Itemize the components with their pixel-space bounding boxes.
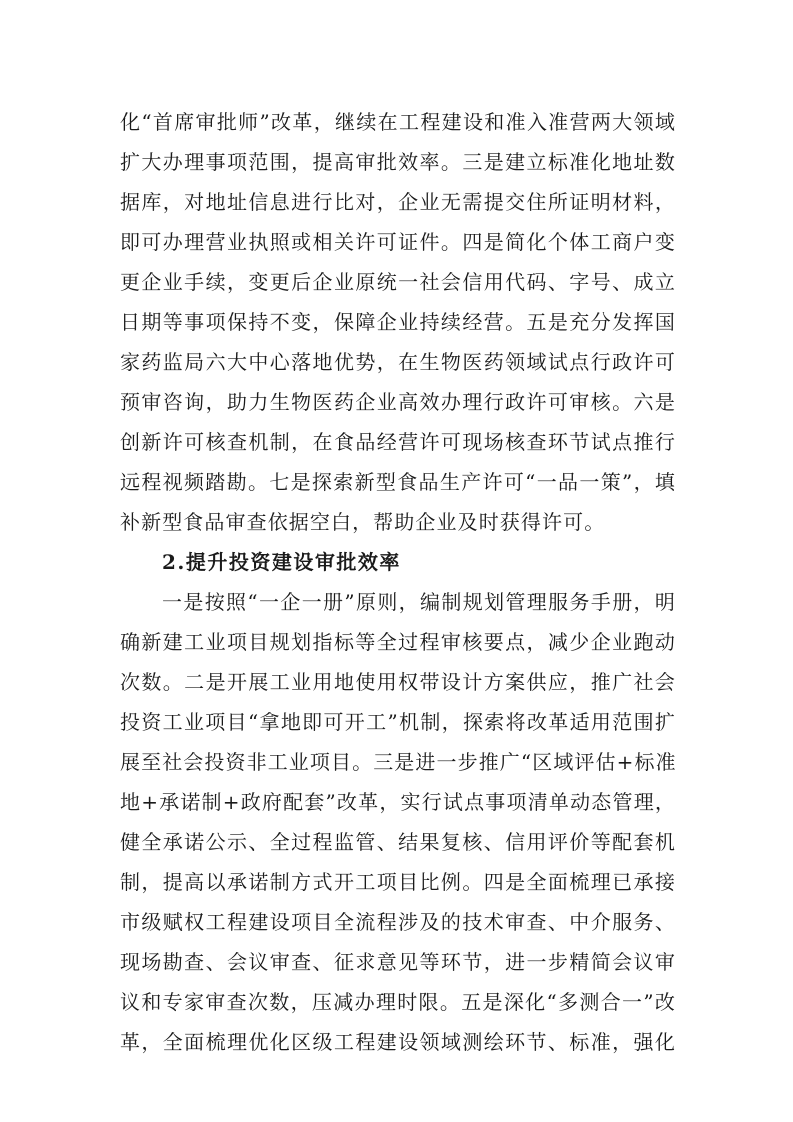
text-line: 市级赋权工程建设项目全流程涉及的技术审查、中介服务、 <box>120 910 676 934</box>
document-page <box>120 102 676 1062</box>
text-line: 投资工业项目“拿地即可开工”机制，探索将改革适用范围扩 <box>120 710 676 734</box>
text-line: 确新建工业项目规划指标等全过程审核要点，减少企业跑动 <box>120 630 676 654</box>
text-line: 一是按照“一企一册”原则，编制规划管理服务手册，明 <box>162 590 676 614</box>
text-line: 更企业手续，变更后企业原统一社会信用代码、字号、成立 <box>120 270 676 294</box>
text-line: 扩大办理事项范围，提高审批效率。三是建立标准化地址数 <box>120 150 676 174</box>
text-line: 预审咨询，助力生物医药企业高效办理行政许可审核。六是 <box>120 390 676 414</box>
paragraph-investment-construction <box>120 582 676 1062</box>
text-line: 据库，对地址信息进行比对，企业无需提交住所证明材料， <box>120 190 676 214</box>
text-line: 化“首席审批师”改革，继续在工程建设和准入准营两大领域 <box>120 110 676 134</box>
text-line: 地+承诺制+政府配套”改革，实行试点事项清单动态管理， <box>120 790 676 814</box>
text-line: 健全承诺公示、全过程监管、结果复核、信用评价等配套机 <box>120 830 676 854</box>
section-heading: 2.提升投资建设审批效率 <box>162 550 401 574</box>
text-line: 家药监局六大中心落地优势，在生物医药领域试点行政许可 <box>120 350 676 374</box>
text-line: 展至社会投资非工业项目。三是进一步推广“区域评估+标准 <box>120 750 677 774</box>
text-line: 补新型食品审查依据空白，帮助企业及时获得许可。 <box>120 510 606 534</box>
paragraph-approval-reform <box>120 102 676 542</box>
text-line: 制，提高以承诺制方式开工项目比例。四是全面梳理已承接 <box>120 870 676 894</box>
text-line: 现场勘查、会议审查、征求意见等环节，进一步精简会议审 <box>120 950 676 974</box>
text-line: 远程视频踏勘。七是探索新型食品生产许可“一品一策”，填 <box>120 470 676 494</box>
text-line: 日期等事项保持不变，保障企业持续经营。五是充分发挥国 <box>120 310 676 334</box>
text-line: 即可办理营业执照或相关许可证件。四是简化个体工商户变 <box>120 230 676 254</box>
text-line: 创新许可核查机制，在食品经营许可现场核查环节试点推行 <box>120 430 676 454</box>
text-line: 次数。二是开展工业用地使用权带设计方案供应，推广社会 <box>120 670 676 694</box>
text-line: 议和专家审查次数，压减办理时限。五是深化“多测合一”改 <box>120 990 676 1014</box>
text-line: 革，全面梳理优化区级工程建设领域测绘环节、标准，强化 <box>120 1030 676 1054</box>
